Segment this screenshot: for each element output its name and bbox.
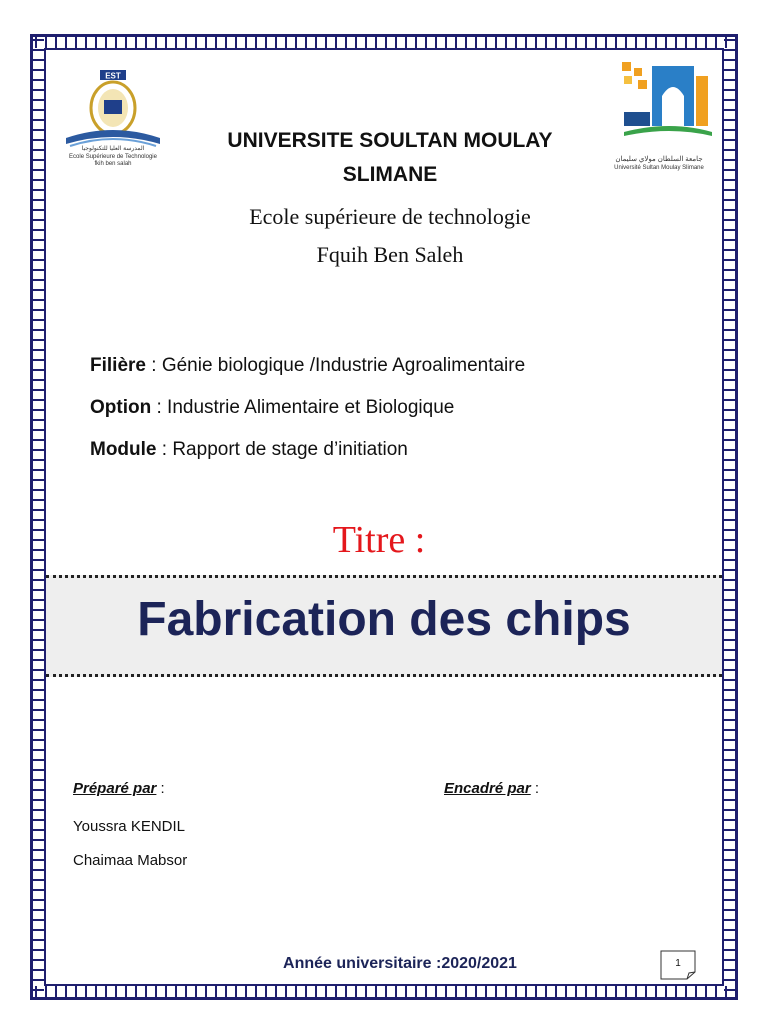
supervised-by-label: Encadré par (444, 780, 531, 797)
est-caption-ar: المدرسة العليا للتكنولوجيا (81, 146, 145, 152)
est-badge: EST (105, 71, 121, 81)
school-line-1: Ecole supérieure de technologie (249, 204, 531, 229)
school-line-2: Fquih Ben Saleh (316, 242, 464, 267)
university-name (150, 124, 630, 192)
est-caption-city: fkih ben salah (94, 161, 132, 167)
module-label: Module (90, 439, 157, 460)
filiere-value: : Génie biologique /Industrie Agroalimentaire (145, 355, 526, 376)
filiere-label: Filière (90, 355, 146, 376)
school-name (150, 198, 630, 274)
author-name: Youssra KENDIL (73, 818, 186, 835)
page-number: 1 (675, 958, 681, 969)
usms-caption-fr: Université Sultan Moulay Slimane (614, 165, 704, 171)
university-line-2: SLIMANE (342, 163, 438, 186)
prepared-by (73, 780, 165, 797)
filiere-row (90, 345, 525, 387)
option-value: : Industrie Alimentaire et Biologique (151, 397, 455, 418)
option-row (90, 387, 525, 429)
main-title: Fabrication des chips (137, 593, 631, 646)
program-info (90, 345, 525, 471)
author-name: Chaimaa Mabsor (73, 852, 188, 869)
option-label: Option (90, 397, 152, 418)
supervised-by-colon: : (530, 780, 540, 797)
supervised-by (444, 780, 539, 797)
est-caption-fr: Ecole Supérieure de Technologie (69, 154, 157, 160)
usms-caption-ar: جامعة السلطان مولاي سليمان (615, 156, 703, 163)
university-line-1: UNIVERSITE SOULTAN MOULAY (227, 129, 553, 152)
prepared-by-colon: : (156, 780, 165, 797)
prepared-by-label: Préparé par (73, 780, 157, 797)
module-value: : Rapport de stage d’initiation (156, 439, 408, 460)
titre-label: Titre : (332, 519, 426, 561)
academic-year: Année universitaire :2020/2021 (283, 955, 517, 972)
module-row (90, 429, 525, 471)
